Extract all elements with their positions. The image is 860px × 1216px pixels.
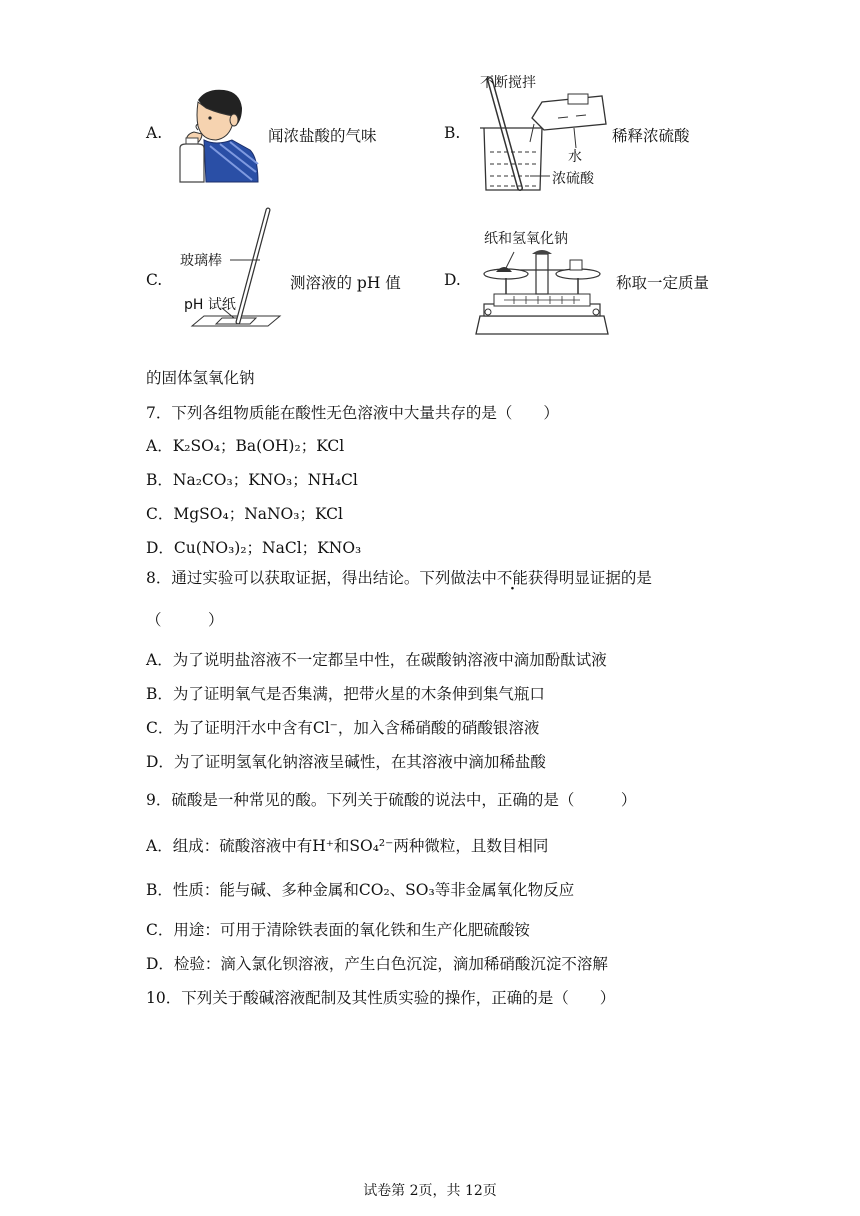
option-6c xyxy=(146,271,162,289)
question-9-option-a: A．组成：硫酸溶液中有H⁺和SO₄²⁻两种微粒，且数目相同 xyxy=(146,837,549,855)
question-9-option-b: B．性质：能与碱、多种金属和CO₂、SO₃等非金属氧化物反应 xyxy=(146,881,575,899)
question-9-option-d: D．检验：滴入氯化钡溶液，产生白色沉淀，滴加稀硝酸沉淀不溶解 xyxy=(146,955,608,973)
balance-figure xyxy=(474,244,610,336)
question-7-option-c: C．MgSO₄；NaNO₃；KCl xyxy=(146,505,343,523)
paper-naoh-label: 纸和氢氧化钠 xyxy=(484,231,568,247)
ph-paper-label: pH 试纸 xyxy=(184,297,236,313)
question-10-stem: 10．下列关于酸碱溶液配制及其性质实验的操作，正确的是（ ） xyxy=(146,989,616,1007)
option-letter: B. xyxy=(444,124,461,142)
option-6d xyxy=(444,271,461,289)
question-9-stem: 9．硫酸是一种常见的酸。下列关于硫酸的说法中，正确的是（ ） xyxy=(146,791,637,809)
option-6c-text: 测溶液的 pH 值 xyxy=(290,274,401,292)
option-letter: D. xyxy=(444,271,461,289)
question-8-stem: 8．通过实验可以获取证据，得出结论。下列做法中不能获得明显证据的是 xyxy=(146,566,652,588)
option-6a-text: 闻浓盐酸的气味 xyxy=(268,127,377,145)
option-6d-continued: 的固体氢氧化钠 xyxy=(146,369,255,387)
option-letter: C. xyxy=(146,271,163,289)
glass-rod-label: 玻璃棒 xyxy=(180,253,222,269)
ph-test-figure xyxy=(176,204,286,340)
question-9-option-c: C．用途：可用于清除铁表面的氧化铁和生产化肥硫酸铵 xyxy=(146,921,530,939)
question-7-stem: 7．下列各组物质能在酸性无色溶液中大量共存的是（ ） xyxy=(146,404,559,422)
option-6b-text: 稀释浓硫酸 xyxy=(612,127,690,145)
question-8-option-a: A．为了说明盐溶液不一定都呈中性，在碳酸钠溶液中滴加酚酞试液 xyxy=(146,651,607,669)
option-letter: A. xyxy=(146,124,163,142)
emphasis-not: 不能 xyxy=(496,569,528,587)
question-8-option-d: D．为了证明氢氧化钠溶液呈碱性，在其溶液中滴加稀盐酸 xyxy=(146,753,546,771)
conc-sulfuric-label: 浓硫酸 xyxy=(552,171,594,187)
stirring-label: 不断搅拌 xyxy=(480,75,536,91)
option-6b xyxy=(444,124,460,142)
question-8-option-c: C．为了证明汗水中含有Cl⁻，加入含稀硝酸的硝酸银溶液 xyxy=(146,719,540,737)
question-7-option-a: A．K₂SO₄；Ba(OH)₂；KCl xyxy=(146,437,345,455)
question-8-option-b: B．为了证明氧气是否集满，把带火星的木条伸到集气瓶口 xyxy=(146,685,545,703)
question-8-paren: （ ） xyxy=(146,611,224,629)
page-footer: 试卷第 2页，共 12页 xyxy=(363,1183,497,1199)
question-7-option-b: B．Na₂CO₃；KNO₃；NH₄Cl xyxy=(146,471,358,489)
water-label: 水 xyxy=(568,149,582,165)
question-7-option-d: D．Cu(NO₃)₂；NaCl；KNO₃ xyxy=(146,539,362,557)
option-6a xyxy=(146,124,162,142)
smelling-acid-figure xyxy=(176,86,260,184)
option-6d-text: 称取一定质量 xyxy=(616,274,710,292)
